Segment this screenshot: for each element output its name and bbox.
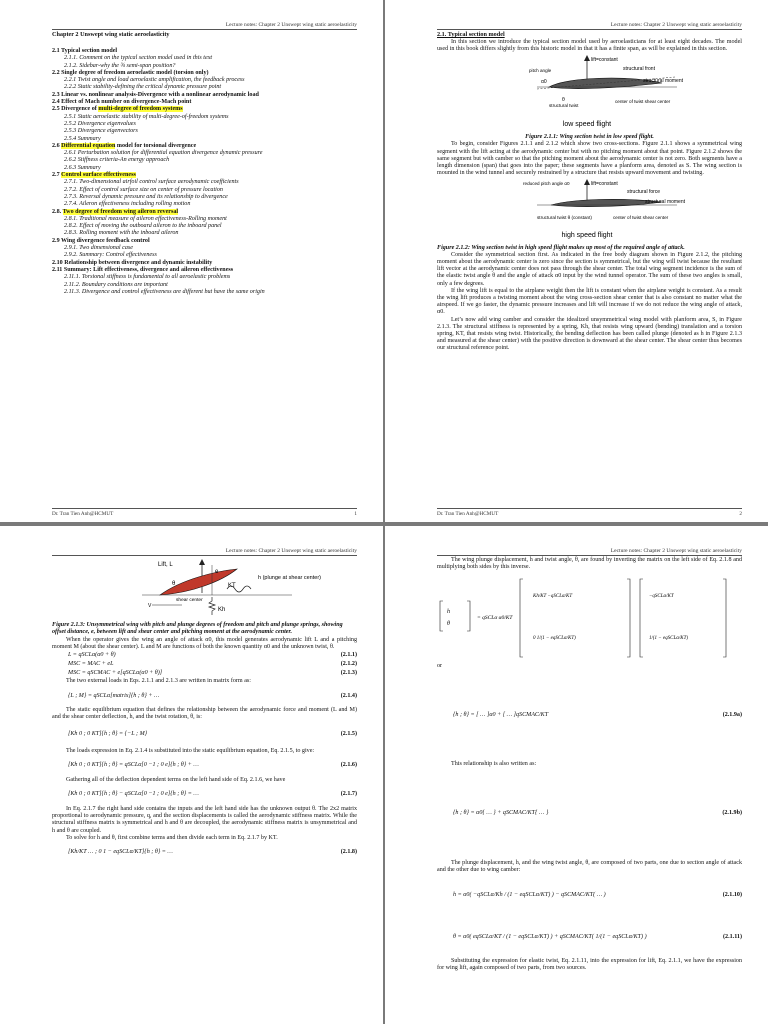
table-of-contents [52, 48, 357, 296]
matrix-graphic [437, 573, 727, 661]
figure-high-speed-flight [437, 177, 742, 241]
toc-highlight: Two degree of freedom wing aileron reversal [62, 208, 179, 215]
header-rule [52, 555, 357, 556]
toc-section-entry: 2.2 Single degree of freedom aeroelastic model (torsion only) [52, 69, 209, 76]
equation-2-1-7: [Kh 0 ; 0 KT]{h ; θ} − qSCLα[0 −1 ; 0 e]{h ; θ} = … (2.1.7) [68, 791, 357, 798]
toc-section-entry: 2.1 Typical section model [52, 48, 118, 54]
fig1-alpha-label: α0 [541, 78, 547, 85]
fig3-kh-label: Kh [218, 607, 226, 613]
toc-subsection-entry: 2.6.2 Stiffness criteria-An energy approach [64, 157, 170, 164]
equation-2-1-6: [Kh 0 ; 0 KT]{h ; θ} = qSCLα[0 −1 ; 0 e]{h ; θ} + … (2.1.6) [68, 762, 357, 769]
toc-body [52, 31, 357, 296]
header-rule [52, 29, 357, 30]
equation-2-1-9a: {h ; θ} = [ … ]α0 + [ … ]qSCMAC/KT (2.1.9a) [453, 712, 742, 718]
equation-number: (2.1.2) [340, 660, 357, 667]
paragraph-5: Gathering all of the deflection dependent terms on the left hand side of Eq. 2.1.6, we have [66, 776, 286, 783]
toc-subsection-entry: 2.9.1. Two dimensional case [64, 245, 133, 252]
header-rule [437, 29, 742, 30]
equation-number: (2.1.3) [340, 669, 357, 676]
fig1-lift-label: lift=constant [591, 56, 618, 63]
paragraph-7: To solve for h and θ, first combine terms and then divide each term in Eq. 2.1.7 by KT. [66, 834, 278, 841]
intro-paragraph: In this section we introduce the typical section model used by aeroelasticians for at least eight decades. The model used in this book differs slightly from this historic model in that it has a finite span, as will be explained in this section. [437, 38, 742, 52]
equation-2-1-4: {L ; M} = qSCLα[matrix]{h ; θ} + … (2.1.4) [68, 692, 357, 699]
toc-section-entry: 2.3 Linear vs. nonlinear analysis-Divergence with a nonlinear aerodynamic load [52, 91, 259, 98]
fig1-pitch-label: pitch angle [529, 67, 552, 73]
toc-subsection-entry: 2.5.4 Summary [64, 135, 101, 142]
page-2 [385, 0, 768, 522]
figure-unsymmetrical-wing [52, 557, 357, 619]
page-number: 2 [739, 511, 742, 517]
paragraph-2: Consider the symmetrical section first. As indicated in the free body diagram shown in Figure 2.1.2, the pitching moment about the aerodynamic center is zero since the section is symmetrical, but the wing will twist because the resultant lift vector at the aerodynamic center does not pass through the shear center. The total wing segment incidence is the sum of the elastic twist angle θ and the angle of attack α0 input by the wind tunnel operator. The sum of these two angles is small, only a few degrees. [437, 251, 742, 287]
fig3-lift-label: Lift, L [158, 562, 173, 568]
paragraph-2: This relationship is also written as: [451, 760, 537, 767]
fig1-theta-label: θ [562, 96, 565, 103]
running-header: Lecture notes: Chapter 2 Unswept wing static aeroelasticity [610, 22, 742, 28]
toc-subsection-entry: 2.8.3. Rolling moment with the inboard aileron [64, 230, 179, 237]
fig2-reduced-label: reduced pitch angle α0 [523, 181, 570, 187]
toc-highlight: Control surface effectiveness [61, 172, 136, 179]
figure-2-caption: Figure 2.1.2: Wing section twist in high speed flight makes up most of the required angle of attack. [437, 244, 685, 251]
toc-subsection-entry: 2.9.2. Summary: Control effectiveness [64, 252, 157, 259]
footer-author: Dr. Tran Tien Anh@HCMUT [52, 511, 114, 517]
svg-text:θ: θ [447, 621, 450, 628]
toc-section-entry: 2.7 Control surface effectiveness [52, 172, 136, 179]
fig2-struct-moment-label: structural moment [645, 199, 686, 206]
toc-section-entry: 2.9 Wing divergence feedback control [52, 237, 150, 244]
paragraph-4: Substituting the expression for elastic twist, Eq. 2.1.11, into the expression for lift, Eq. 2.1.1, we have the expression for wing lift, again composed of two parts, from two sources. [437, 958, 742, 972]
toc-subsection-entry: 2.11.3. Divergence and control effectiveness are different but have the same origin [64, 288, 265, 295]
fig1-shear-label: center of twist shear center [615, 98, 671, 104]
fig2-struct-force-label: structural force [627, 189, 661, 196]
toc-section-entry: 2.8. Two degree of freedom wing aileron reversal [52, 208, 179, 215]
svg-text:1/(1 − eqSCLα/KT): 1/(1 − eqSCLα/KT) [649, 636, 689, 642]
toc-subsection-entry: 2.5.1 Static aeroelastic stability of multi-degree-of-freedom systems [64, 113, 229, 120]
svg-text:0 1/(1 − eqSCLα/KT): 0 1/(1 − eqSCLα/KT) [533, 636, 576, 642]
svg-text:= qSCLα α0/KT: = qSCLα α0/KT [477, 615, 513, 622]
fig3-kt-label: KT [228, 583, 236, 589]
figure-1-caption: Figure 2.1.1: Wing section twist in low speed flight. [525, 134, 654, 141]
paragraph-3: The plunge displacement, h, and the wing twist angle, θ, are composed of two parts, one due to section angle of attack and the other due to wing camber: [437, 859, 742, 874]
page-2-body [437, 31, 742, 353]
paragraph-1: When the operator gives the wing an angle of attack α0, this model generates aerodynamic lift L and a pitching moment M (about the shear center). L and M are functions of both the known quantity α0 and the unknown twist, θ. [52, 636, 357, 650]
fig3-e-label: e [215, 569, 219, 575]
equation-2-1-5: [Kh 0 ; 0 KT]{h ; θ} = {−L ; M} (2.1.5) [68, 731, 357, 738]
equation-2-1-10: h = α0( −qSCLα/Kh / (1 − eqSCLα/KT) ) − qSCMAC/KT( … ) (2.1.10) [453, 891, 742, 898]
page-1 [0, 0, 383, 522]
toc-subsection-entry: 2.2.1 Twist angle and load aeroelastic amplification, the feedback process [64, 77, 245, 84]
fig1-struct-twist-label: structural twist [549, 102, 579, 108]
toc-subsection-entry: 2.7.4. Aileron effectiveness including rolling motion [64, 201, 191, 208]
fig2-flight-label: high speed flight [561, 232, 613, 240]
equation-list [52, 651, 357, 678]
equation-2-1-11: θ = α0( eqSCLα/KT / (1 − eqSCLα/KT) ) + qSCMAC/KT( 1/(1 − eqSCLα/KT) ) (2.1.11) [453, 933, 742, 940]
toc-subsection-entry: 2.8.2. Effect of moving the outboard aileron to the inboard panel [64, 223, 222, 230]
toc-highlight: Differential equation [61, 142, 116, 149]
fig1-struct-front-label: structural front [623, 65, 655, 72]
footer-rule [52, 508, 357, 509]
page-4-body [437, 557, 742, 973]
equation-text: L = qSCLα(α0 + θ) [68, 651, 116, 658]
paragraph-6: In Eq. 2.1.7 the right hand side contains the inputs and the left hand side has the unknown output θ. The 2x2 matrix proportional to aerodynamic pressure, q, and the section displacements is called the aerodynamic stiffness matrix. While the structural stiffness matrix is symmetrical and h and θ are decoupled, the aerodynamic stiffness matrix is unsymmetrical and h and θ are coupled. [52, 806, 357, 834]
paragraph-4: Let’s now add wing camber and consider the idealized unsymmetrical wing model with planform area, S, in Figure 2.1.3. The structural stiffness is represented by a spring, Kh, that resists wing upward (bending) translation and a torsion spring, KT, that resists wing twist. Historically, the bending deflection has been called plunge (denoted as h in Figure 2.1.3 and measured at the shear center) with the positive direction is downward at the shear center. The shear center thus becomes our structural reference point. [437, 316, 742, 352]
equation-text: MSC = MAC + eL [68, 660, 114, 667]
section-title: 2.1. Typical section model [437, 31, 505, 38]
toc-subsection-entry: 2.7.1. Two-dimensional airfoil control surface aerodynamic coefficients [64, 179, 239, 186]
toc-subsection-entry: 2.8.1. Traditional measure of aileron effectiveness-Rolling moment [64, 215, 227, 222]
svg-text:Kh/KT −qSCLα/KT: Kh/KT −qSCLα/KT [533, 594, 573, 600]
svg-text:h: h [447, 609, 450, 616]
equation-number: (2.1.1) [340, 651, 357, 658]
toc-section-entry: 2.11 Summary: Lift effectiveness, divergence and aileron effectiveness [52, 266, 234, 273]
paragraph-3: If the wing lift is equal to the airplane weight then the lift is constant when the airplane weight is constant. As a result the wing lift produces a twisting moment about the wing cross-section shear center that is also constant no matter what the airspeed. If we go faster, the dynamic pressure increases and lift will increase if we do not reduce the wing angle of attack, α0. [437, 287, 742, 316]
page-3-body [52, 557, 357, 864]
fig1-flight-label: low speed flight [562, 120, 612, 128]
fig3-h-label: h (plunge at shear center) [258, 575, 321, 581]
plunge-spring [209, 597, 215, 615]
toc-highlight: multi-degree of freedom systems [98, 106, 183, 113]
footer-author: Dr. Tran Tien Anh@HCMUT [437, 511, 499, 517]
equation-row [52, 651, 357, 660]
fig1-struct-moment-label: structural moment [643, 77, 684, 84]
toc-section-entry: 2.4 Effect of Mach number on divergence-Mach point [52, 99, 192, 106]
running-header: Lecture notes: Chapter 2 Unswept wing static aeroelasticity [225, 548, 357, 554]
page-number: 1 [354, 511, 357, 517]
toc-subsection-entry: 2.11.1. Torsional stiffness is fundamental to all aeroelastic problems [64, 274, 231, 281]
toc-section-entry: 2.10 Relationship between divergence and dynamic instability [52, 259, 213, 266]
matrix-inverse-block [437, 571, 742, 663]
toc-subsection-entry: 2.7.2. Effect of control surface size on center of pressure location [64, 186, 223, 193]
fig2-twist-label: structural twist θ (constant) [537, 215, 592, 221]
toc-subsection-entry: 2.1.2. Sidebar-why the ¾ semi-span position? [64, 62, 176, 69]
toc-subsection-entry: 2.6.1 Perturbation solution for differential equation divergence dynamic pressure [64, 150, 263, 157]
toc-subsection-entry: 2.1.1. Comment on the typical section model used in this text [64, 55, 213, 62]
toc-subsection-entry: 2.11.2. Boundary conditions are important [64, 281, 168, 288]
toc-subsection-entry: 2.6.3 Summary [64, 164, 101, 171]
equation-2-1-9b: {h ; θ} = α0{ … } + qSCMAC/KT{ … } (2.1.9b) [453, 810, 742, 817]
paragraph-3: The static equilibrium equation that defines the relationship between the aerodynamic force and moment (L and M) and the shear center deflection, h, and the twist rotation, θ, is: [52, 707, 357, 721]
footer-rule [437, 508, 742, 509]
figure-3-caption: Figure 2.1.3: Unsymmetrical wing with pitch and plunge degrees of freedom and pitch and plunge springs, showing offset distance, e, between lift and shear center and pitching moment at the aerodynamic center. [52, 622, 343, 636]
equation-row [52, 669, 357, 678]
chapter-title: Chapter 2 Unswept wing static aeroelasticity [52, 31, 170, 38]
toc-subsection-entry: 2.5.2 Divergence eigenvalues [64, 120, 136, 127]
toc-subsection-entry: 2.7.3. Reversal dynamic pressure and its relationship to divergence [64, 193, 228, 200]
page-3 [0, 526, 383, 1024]
figure-low-speed-flight [437, 53, 742, 131]
running-header: Lecture notes: Chapter 2 Unswept wing static aeroelasticity [610, 548, 742, 554]
fig2-shear-label: center of twist shear center [613, 215, 669, 221]
equation-row [52, 660, 357, 669]
toc-subsection-entry: 2.5.3 Divergence eigenvectors [64, 128, 138, 135]
fig3-shear-label: shear center [176, 598, 203, 603]
fig3-v-label: V [148, 603, 152, 609]
page-4 [385, 526, 768, 1024]
header-rule [437, 555, 742, 556]
paragraph-4: The loads expression in Eq. 2.1.4 is substituted into the static equilibrium equation, Eq. 2.1.5, to give: [66, 747, 315, 754]
svg-text:−qSCLα/KT: −qSCLα/KT [649, 594, 674, 600]
paragraph-1: The wing plunge displacement, h and twist angle, θ, are found by inverting the matrix on the left side of Eq. 2.1.8 and multiplying both sides by this inverse. [437, 557, 742, 571]
or-word: or [437, 663, 443, 670]
toc-section-entry: 2.6 Differential equation model for torsional divergence [52, 142, 197, 149]
paragraph-1: To begin, consider Figures 2.1.1 and 2.1.2 which show two cross-sections. Figure 2.1.1 shows a symmetrical wing segment with the lift acting at the aerodynamic center but with no pitching moment about that point. Figure 2.1.2 shows the same segment but with camber so that the pitching moment about the aerodynamic center is not zero. Both segments have a length dimension (span) that goes into the paper; these segments have a planform area, denoted as S. The wing section is mounted in the wind tunnel and securely restrained by a structure that resists upward movement and twisting. [437, 141, 742, 177]
fig2-lift-label: lift=constant [591, 181, 618, 188]
equation-text: MSC = qSCMAC + e[qSCLα(α0 + θ)] [68, 669, 163, 676]
paragraph-2: The two external loads in Eqs. 2.1.1 and 2.1.3 are written in matrix form as: [66, 678, 251, 685]
toc-subsection-entry: 2.2.2 Static stability-defining the critical dynamic pressure point [64, 84, 222, 91]
equation-2-1-8: [Kh/KT … ; 0 1 − eqSCLα/KT]{h ; θ} = … (2.1.8) [68, 849, 357, 856]
toc-section-entry: 2.5 Divergence of multi-degree of freedom systems [52, 106, 183, 113]
fig3-theta-label: θ [172, 581, 176, 587]
running-header: Lecture notes: Chapter 2 Unswept wing static aeroelasticity [225, 22, 357, 28]
